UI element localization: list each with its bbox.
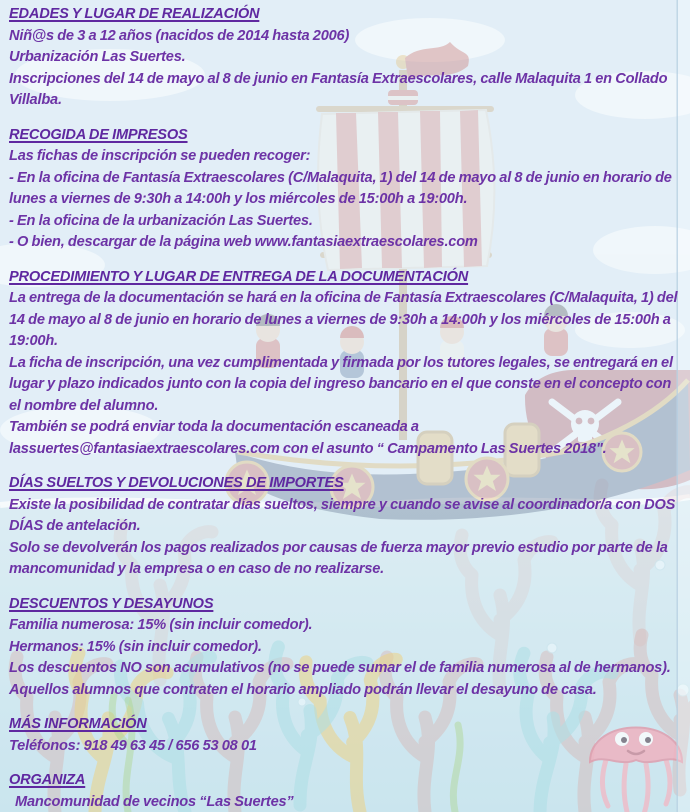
paragraph: Niñ@s de 3 a 12 años (nacidos de 2014 hasta 2006) (9, 27, 350, 44)
paragraph: Los descuentos NO son acumulativos (no se puede sumar el de familia numerosa al de hermanos). (9, 660, 671, 676)
paragraph: - En la oficina de la urbanización Las Suertes. (9, 212, 313, 229)
section-heading: ORGANIZA (9, 772, 86, 788)
section-heading: DESCUENTOS Y DESAYUNOS (9, 595, 214, 612)
paragraph: Inscripciones del 14 de mayo al 8 de junio en Fantasía Extraescolares, calle Malaquita 1 en Collado Villalba. (9, 70, 668, 108)
paragraph: Solo se devolverán los pagos realizados por causas de fuerza mayor previo estudio por parte de la mancomunidad y la empresa o en caso de no realizarse. (9, 539, 668, 577)
phone-numbers: Teléfonos: 918 49 63 45 / 656 53 08 01 (9, 737, 257, 754)
paragraph: Hermanos: 15% (sin incluir comedor). (9, 638, 262, 655)
paragraph: - O bien, descargar de la página web www.fantasiaextraescolares.com (9, 234, 478, 250)
paragraph: Urbanización Las Suertes. (9, 49, 186, 65)
paragraph: Familia numerosa: 15% (sin incluir comedor). (9, 617, 313, 633)
paragraph: También se podrá enviar toda la documentación escaneada a lassuertes@fantasiaextraescolares.com con el asunto “ Campamento Las Suertes 2018". (9, 419, 607, 457)
section-dias-sueltos (9, 473, 682, 581)
section-mas-informacion (9, 714, 682, 757)
section-recogida (9, 125, 682, 254)
section-heading: PROCEDIMIENTO Y LUGAR DE ENTREGA DE LA DOCUMENTACIÓN (9, 268, 469, 285)
paragraph: Aquellos alumnos que contraten el horario ampliado podrán llevar el desayuno de casa. (9, 681, 597, 698)
section-descuentos (9, 594, 682, 702)
paragraph: La ficha de inscripción, una vez cumplimentada y firmada por los tutores legales, se entregará en el lugar y plazo indicados junto con la copia del ingreso bancario en el que conste en el concepto con el nombre del alumno. (9, 354, 673, 414)
paragraph: La entrega de la documentación se hará en la oficina de Fantasía Extraescolares (C/Malaquita, 1) del 14 de mayo al 8 de junio en horario de lunes a viernes de 9:30h a 14:00h y los miércoles de 15:00h a 19:00h. (9, 290, 678, 349)
section-heading: EDADES Y LUGAR DE REALIZACIÓN (9, 6, 260, 22)
section-procedimiento (9, 267, 682, 461)
section-heading: RECOGIDA DE IMPRESOS (9, 126, 188, 143)
paragraph: Existe la posibilidad de contratar días sueltos, siempre y cuando se avise al coordinador/a con DOS DÍAS de antelación. (9, 496, 676, 534)
section-heading: DÍAS SUELTOS Y DEVOLUCIONES DE IMPORTES (9, 475, 344, 491)
section-organiza (9, 770, 682, 812)
organizer-name: Mancomunidad de vecinos “Las Suertes” (15, 793, 294, 810)
section-edades (9, 4, 682, 112)
section-heading: MÁS INFORMACIÓN (9, 716, 147, 732)
paragraph: Las fichas de inscripción se pueden recoger: (9, 148, 311, 164)
paragraph: - En la oficina de Fantasía Extraescolares (C/Malaquita, 1) del 14 de mayo al 8 de junio en horario de lunes a viernes de 9:30h a 14:00h y los miércoles de 15:00h a 19:00h. (9, 169, 672, 207)
